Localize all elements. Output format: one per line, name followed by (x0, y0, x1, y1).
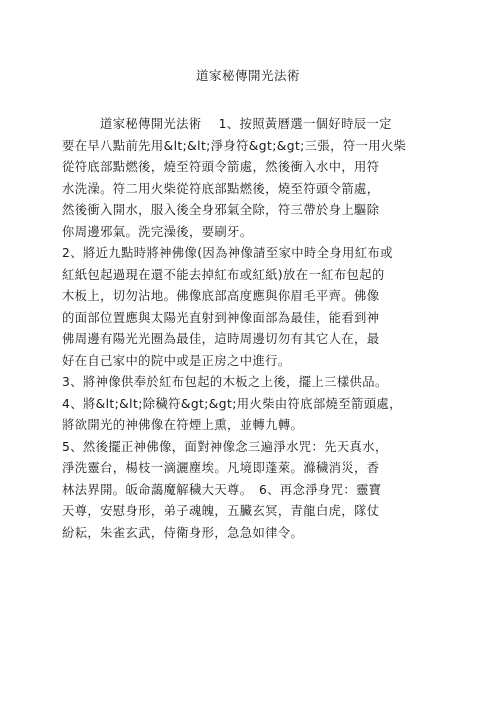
text-line: 你周邊邪氣。洗完澡後，要刷牙。 (62, 224, 253, 239)
paragraph-1 (62, 114, 422, 243)
text-line: 淨洗靈台，楊枝一滴灑塵埃。凡境即蓬萊。滌穢消災，香 (62, 461, 380, 475)
text-line: 4、將&lt;&lt;除穢符&gt;&gt;用火柴由符底部燒至箭頭處， (62, 396, 402, 411)
text-line: 天尊，安慰身形，弟子魂魄，五臟玄冥，青龍白虎，隊仗 (62, 504, 380, 518)
text-line: 將欲開光的神佛像在符煙上熏，並轉九轉。 (62, 418, 304, 432)
text-line: 水洗澡。符二用火柴從符底部點燃後，燒至符頭令箭處， (62, 181, 380, 196)
text-line: 道家秘傳開光法術 1、按照黃曆選一個好時辰一定 (100, 117, 392, 131)
document-title: 道家秘傳開光法術 (195, 68, 300, 83)
text-line: 3、將神像供奉於紅布包起的木板之上後，擺上三樣供品。 (62, 375, 388, 389)
paragraph-5 (62, 437, 422, 545)
text-line: 從符底部點燃後，燒至符頭令箭處，然後衝入水中，用符 (62, 160, 380, 174)
text-line: 林法界開。皈命藹魔解穢大天尊。 6、再念淨身咒：靈寶 (62, 482, 382, 497)
text-line: 要在早八點前先用&lt;&lt;淨身符&gt;&gt;三張，符一用火柴 (62, 138, 407, 153)
paragraph-3 (62, 372, 422, 394)
text-line: 的面部位置應與太陽光直射到神像面部為最佳，能看到神 (62, 310, 380, 325)
text-line: 紅紙包起過現在還不能去掉紅布或紅紙)放在一紅布包起的 (62, 267, 385, 282)
text-line: 木板上，切勿沾地。佛像底部高度應與你眉毛平齊。佛像 (62, 289, 380, 303)
document-body (62, 114, 422, 544)
text-line: 然後衝入開水，服入後全身邪氣全除，符三帶於身上驅除 (62, 203, 380, 217)
paragraph-2 (62, 243, 422, 372)
text-line: 好在自己家中的院中或是正房之中進行。 (62, 353, 291, 368)
paragraph-4 (62, 394, 422, 437)
text-line: 5、然後擺正神佛像，面對神像念三遍淨水咒：先天真水， (62, 439, 388, 454)
text-line: 2、將近九點時將神佛像(因為神像請至家中時全身用紅布或 (62, 246, 393, 260)
text-line: 紛耘，朱雀玄武，侍衛身形，急急如律令。 (62, 525, 304, 540)
text-line: 佛周邊有陽光光圈為最佳，這時周邊切勿有其它人在，最 (62, 332, 380, 346)
